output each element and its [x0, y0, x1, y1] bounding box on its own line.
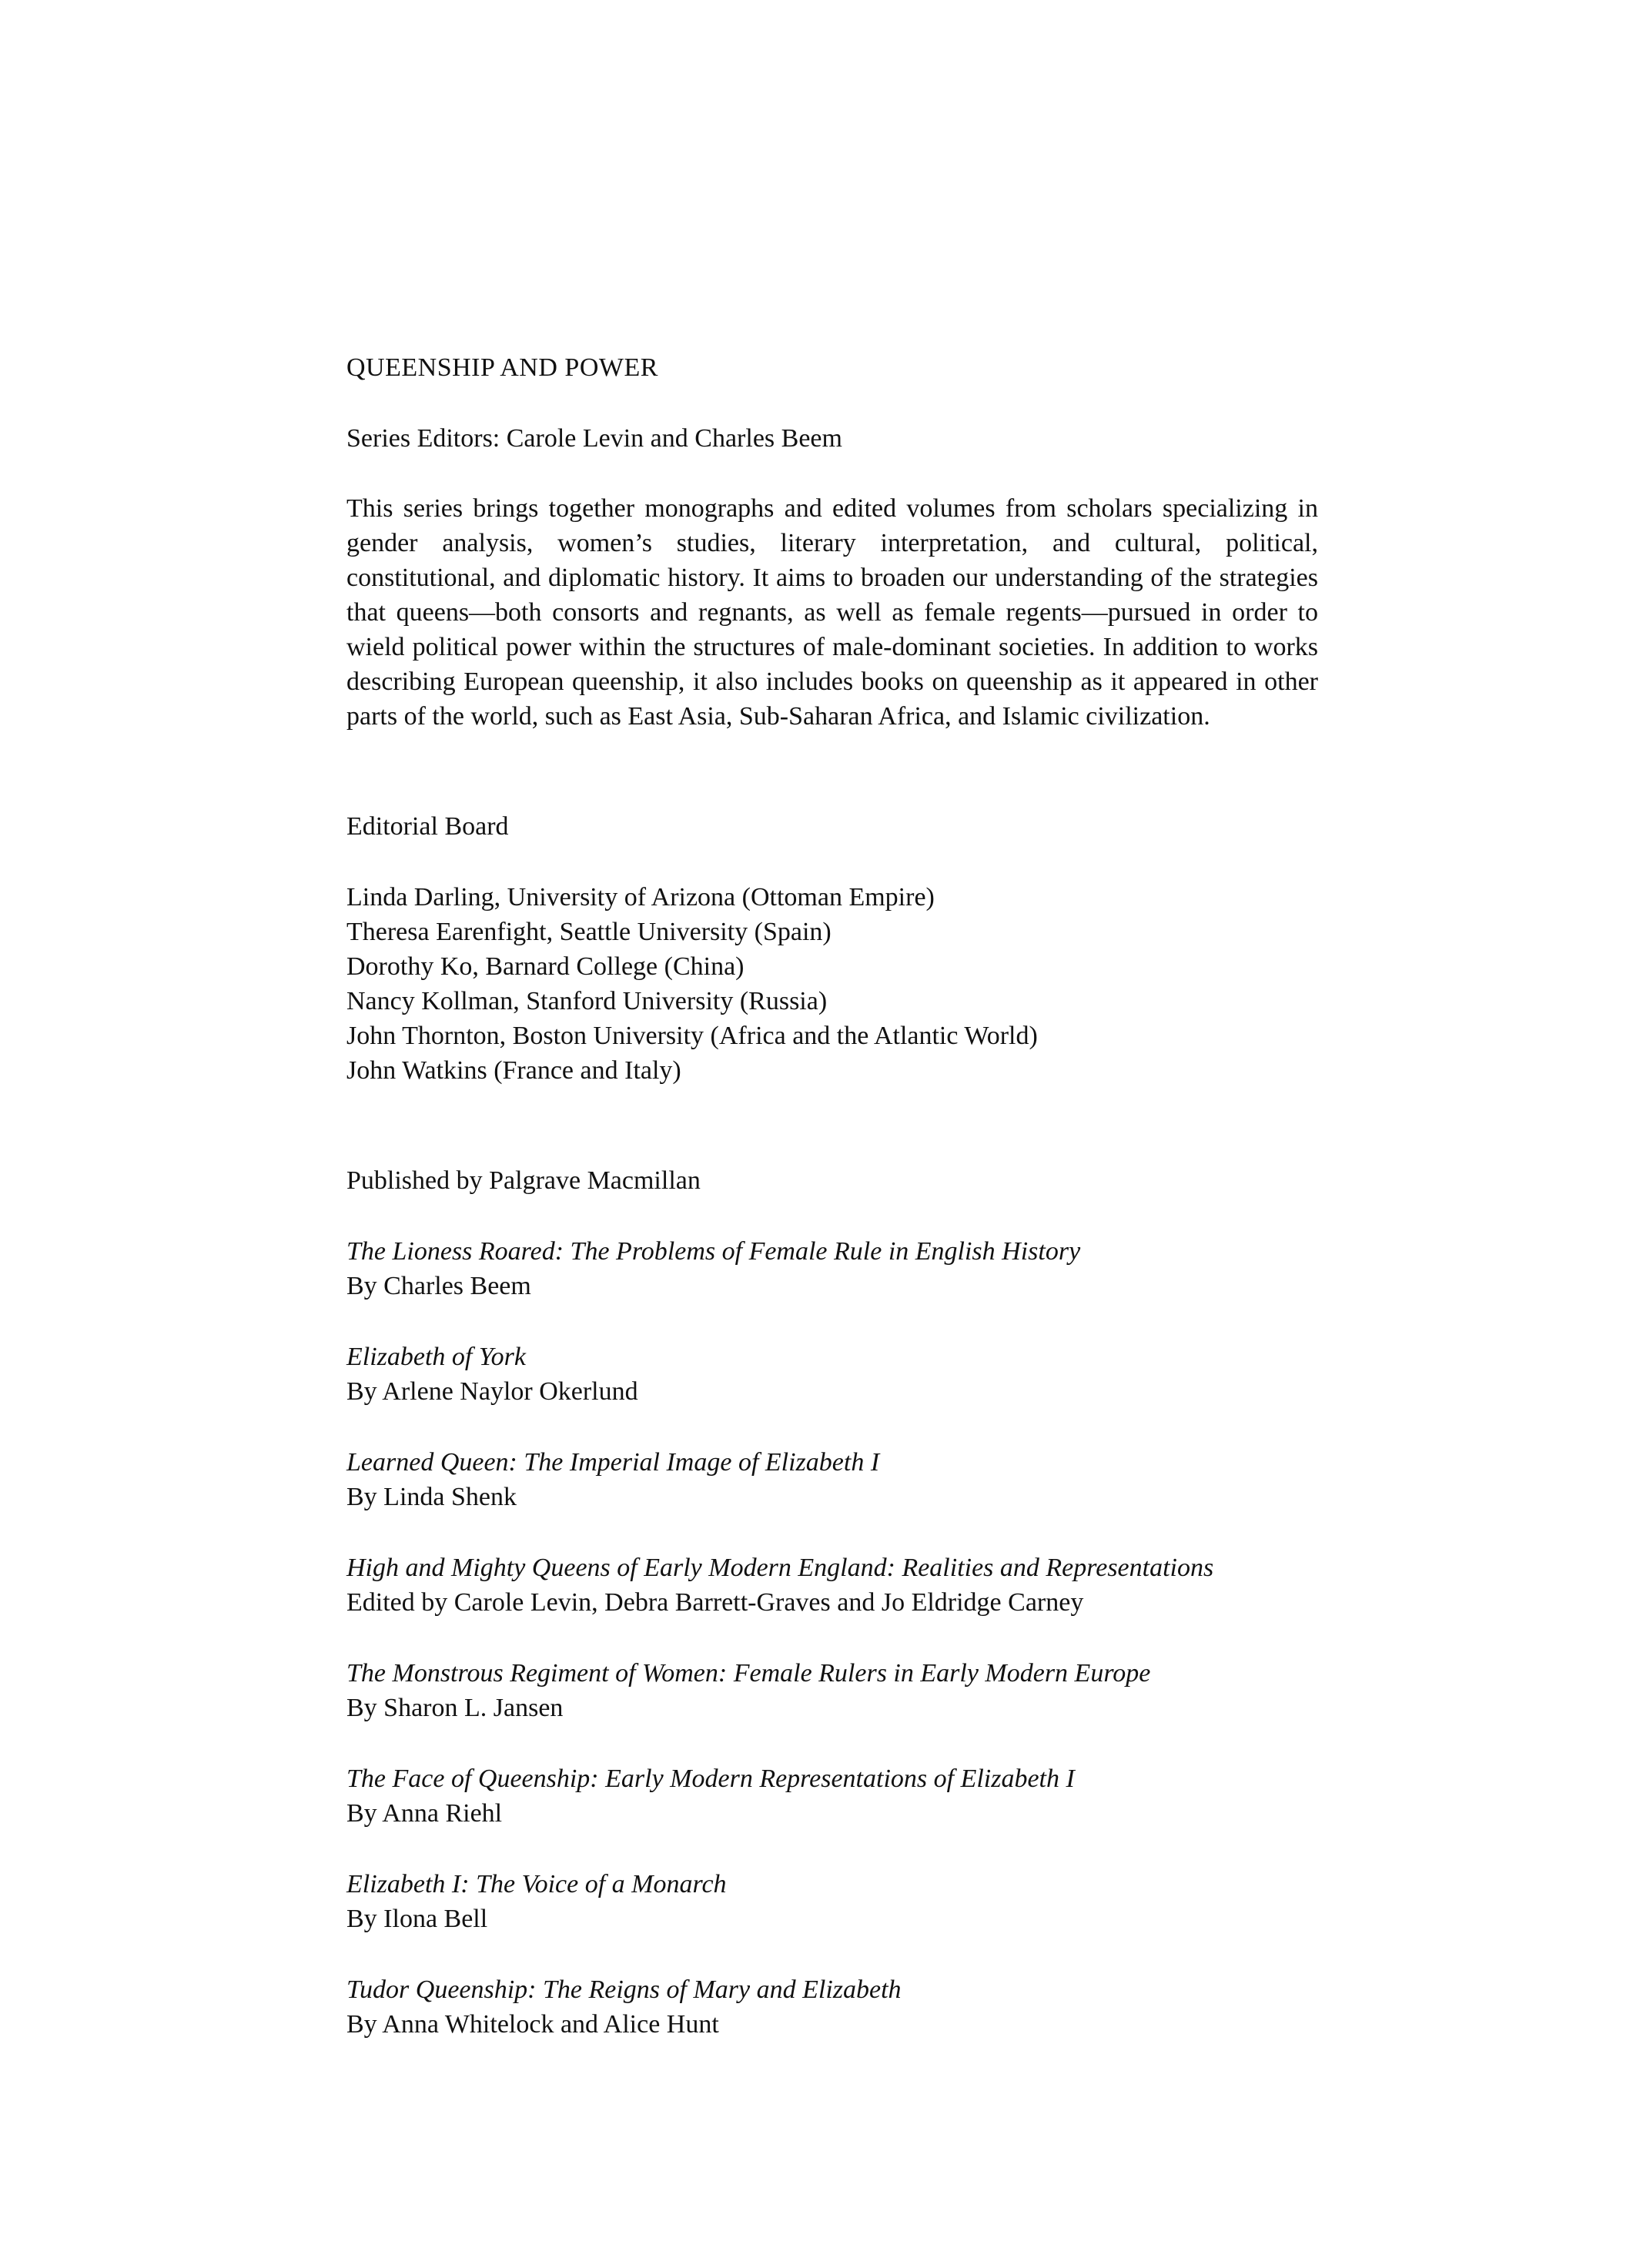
book-list [346, 1234, 1318, 2042]
book-entry [346, 1445, 1318, 1514]
book-author: By Charles Beem [346, 1272, 531, 1300]
book-author: By Arlene Naylor Okerlund [346, 1377, 638, 1406]
series-description: This series brings together monographs and edited volumes from scholars specializing in gender analysis, women’s studies, literary interpretation, and cultural, political, constitutional, and diplomatic history. It aims to broaden our understanding of the strategies that queens—both consorts and regnants, as well as female regents—pursued in order to wield political power within the structures of male-dominant societies. In addition to works describing European queenship, it also includes books on queenship as it appeared in other parts of the world, such as East Asia, Sub-Saharan Africa, and Islamic civilization. [346, 494, 1318, 731]
book-entry [346, 1550, 1318, 1620]
book-entry [346, 1656, 1318, 1725]
series-page [346, 350, 1318, 2042]
publisher-heading: Published by Palgrave Macmillan [346, 1166, 701, 1195]
editorial-board-list [346, 880, 1318, 1088]
book-author: By Sharon L. Jansen [346, 1694, 564, 1722]
board-member: Linda Darling, University of Arizona (Ottoman Empire) [346, 883, 935, 912]
book-title: Elizabeth I: The Voice of a Monarch [346, 1870, 727, 1898]
series-title: QUEENSHIP AND POWER [346, 353, 658, 382]
board-member: Theresa Earenfight, Seattle University (Spain) [346, 918, 832, 946]
book-author: By Anna Whitelock and Alice Hunt [346, 2010, 719, 2039]
book-title: Tudor Queenship: The Reigns of Mary and Elizabeth [346, 1975, 902, 2004]
book-title: Learned Queen: The Imperial Image of Elizabeth I [346, 1448, 880, 1477]
book-entry [346, 1972, 1318, 2042]
book-author: Edited by Carole Levin, Debra Barrett-Graves and Jo Eldridge Carney [346, 1588, 1084, 1617]
book-entry [346, 1234, 1318, 1303]
book-entry [346, 1761, 1318, 1831]
book-entry [346, 1340, 1318, 1409]
book-title: High and Mighty Queens of Early Modern England: Realities and Representations [346, 1554, 1214, 1582]
series-editors: Series Editors: Carole Levin and Charles Beem [346, 424, 842, 453]
book-title: Elizabeth of York [346, 1343, 526, 1371]
board-member: John Thornton, Boston University (Africa and the Atlantic World) [346, 1022, 1038, 1050]
board-member: John Watkins (France and Italy) [346, 1056, 681, 1085]
book-entry [346, 1867, 1318, 1936]
book-title: The Face of Queenship: Early Modern Representations of Elizabeth I [346, 1765, 1075, 1793]
book-author: By Anna Riehl [346, 1799, 503, 1828]
book-author: By Ilona Bell [346, 1905, 488, 1933]
book-title: The Lioness Roared: The Problems of Female Rule in English History [346, 1237, 1081, 1266]
book-author: By Linda Shenk [346, 1483, 517, 1511]
editorial-board-heading: Editorial Board [346, 812, 509, 841]
book-title: The Monstrous Regiment of Women: Female Rulers in Early Modern Europe [346, 1659, 1151, 1688]
board-member: Nancy Kollman, Stanford University (Russia) [346, 987, 828, 1015]
board-member: Dorothy Ko, Barnard College (China) [346, 952, 745, 981]
